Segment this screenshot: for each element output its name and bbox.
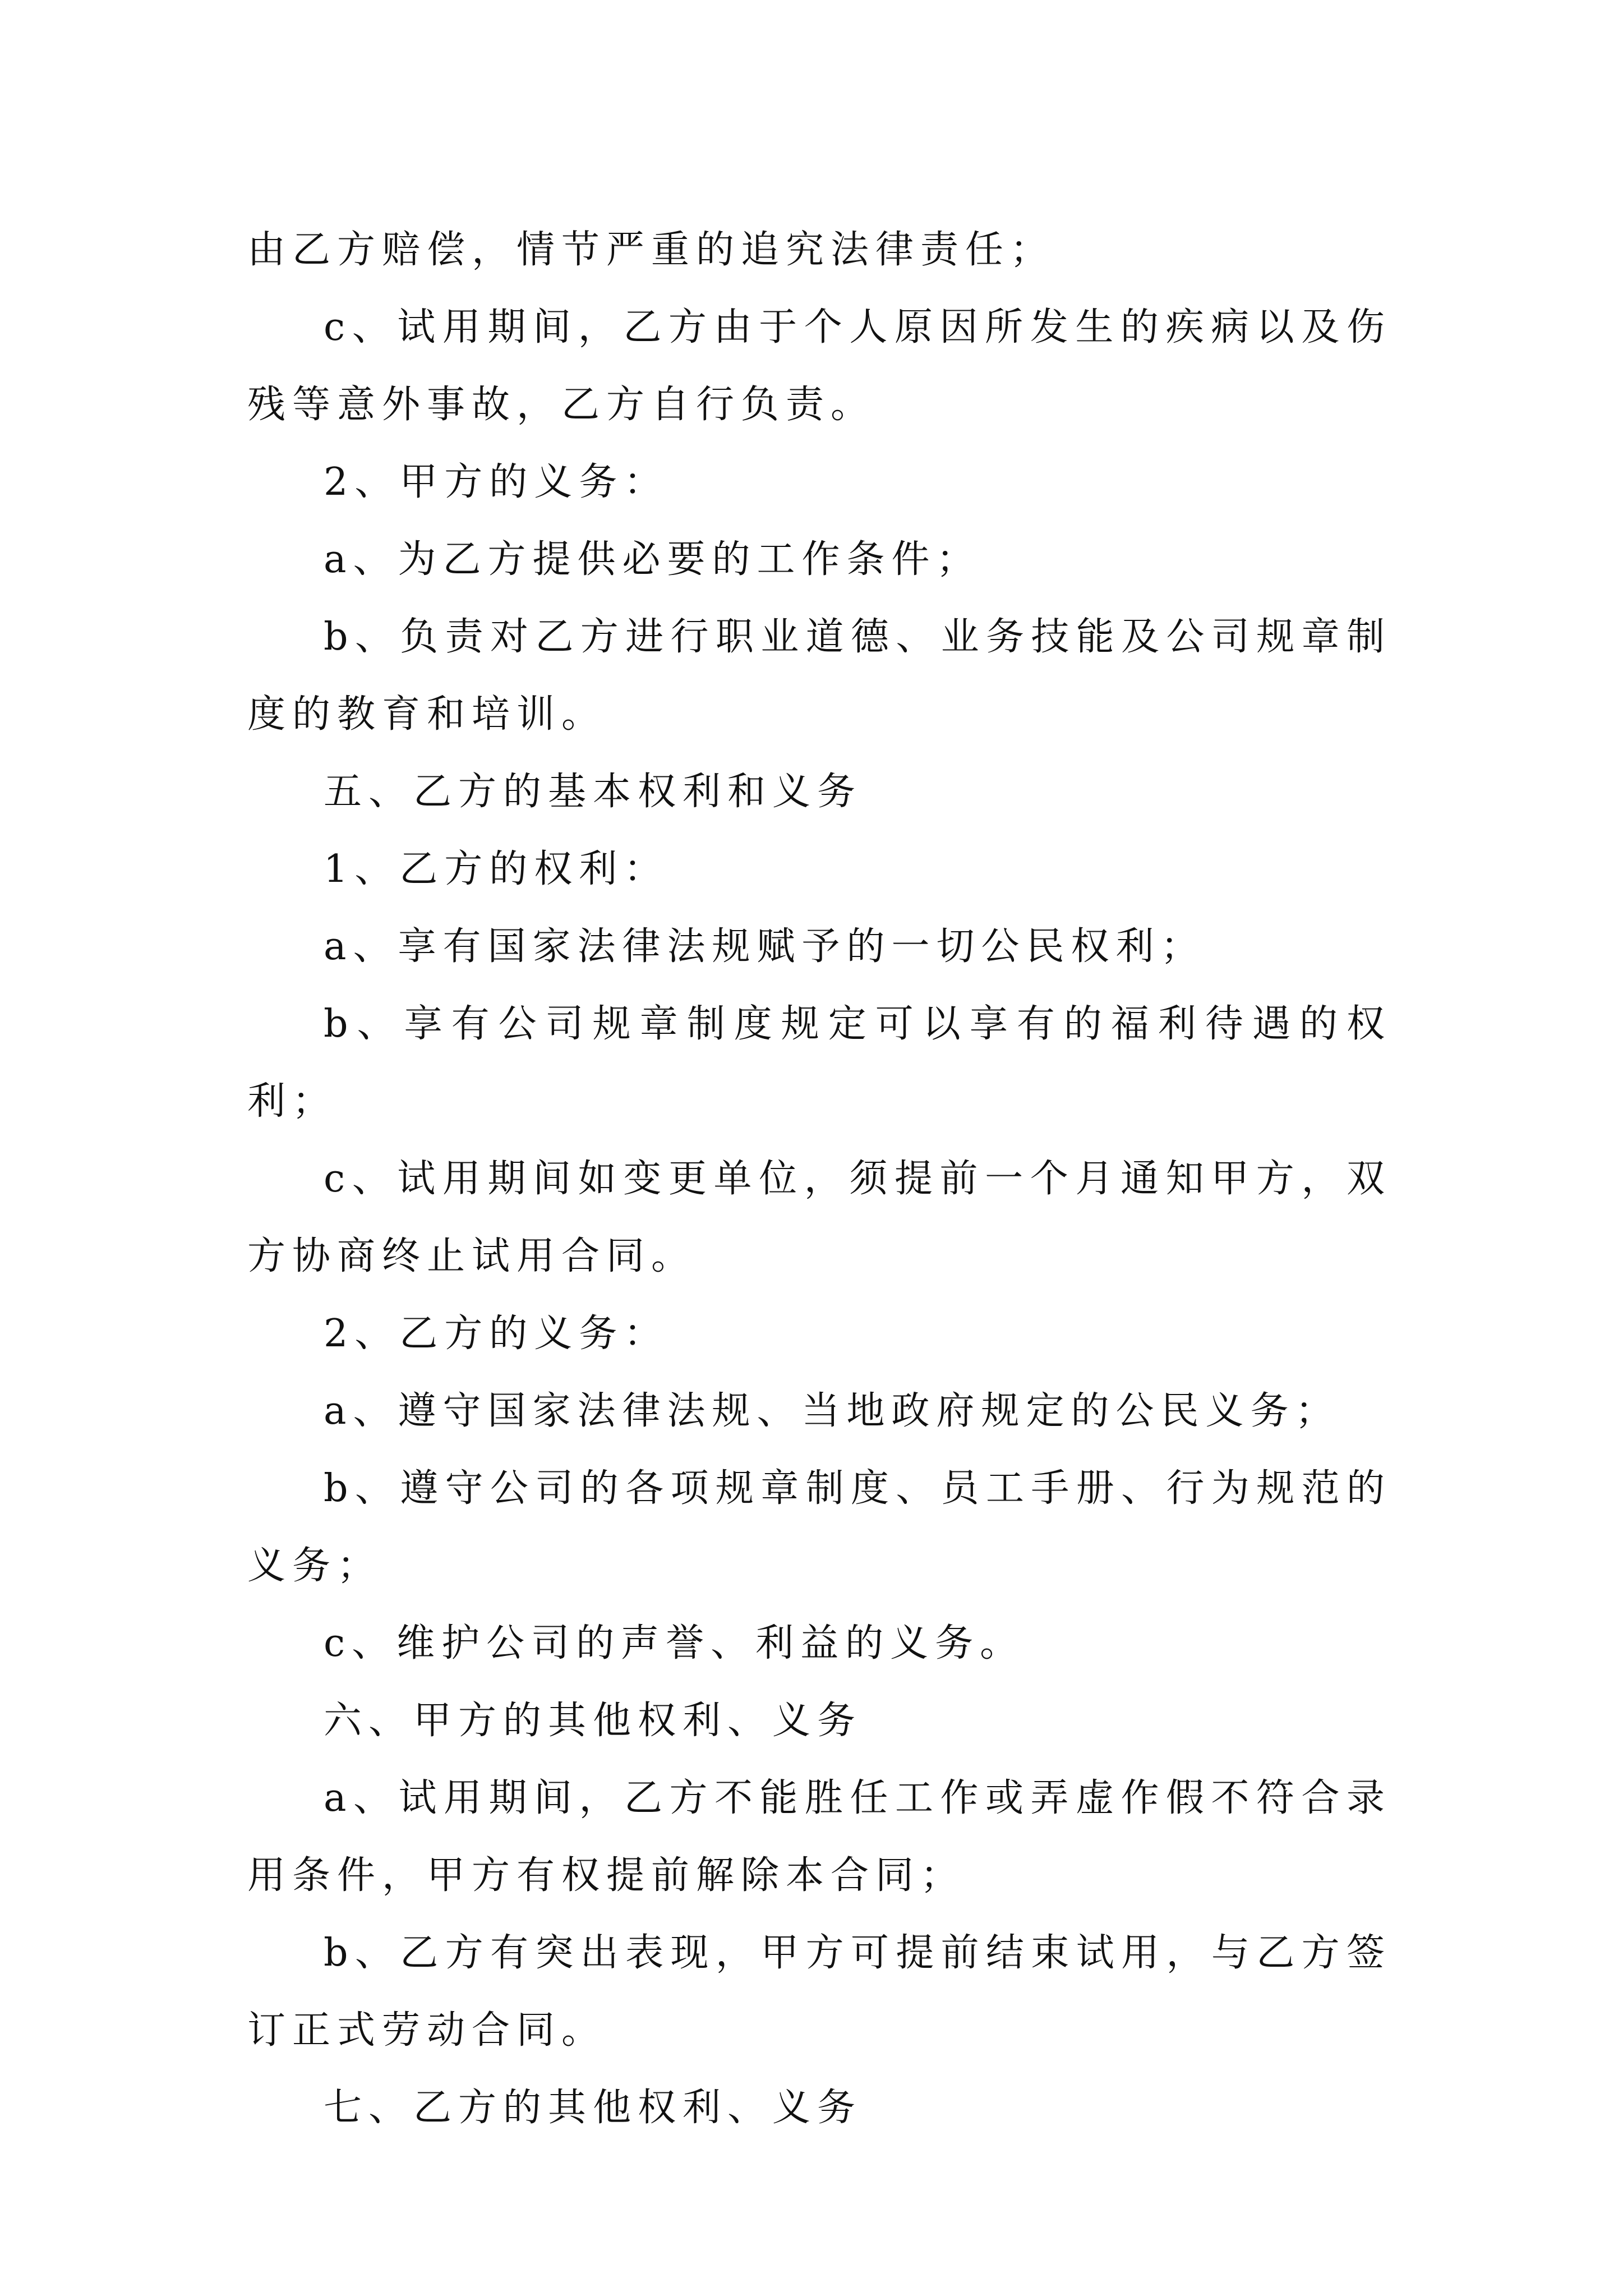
paragraph: b、负责对乙方进行职业道德、业务技能及公司规章制度的教育和培训。 (247, 615, 1391, 737)
paragraph: b、遵守公司的各项规章制度、员工手册、行为规范的义务； (247, 1466, 1391, 1588)
paragraph: a、享有国家法律法规赋予的一切公民权利； (324, 924, 1206, 969)
paragraph: b、享有公司规章制度规定可以享有的福利待遇的权利； (247, 1002, 1391, 1124)
document-body (247, 211, 1391, 2147)
paragraph: a、试用期间，乙方不能胜任工作或弄虚作假不符合录用条件，甲方有权提前解除本合同； (247, 1776, 1391, 1898)
section-subheading: 2、甲方的义务： (324, 460, 669, 504)
paragraph: c、维护公司的声誉、利益的义务。 (324, 1621, 1025, 1665)
section-heading: 六、甲方的其他权利、义务 (324, 1699, 863, 1743)
section-subheading: 2、乙方的义务： (324, 1312, 669, 1356)
section-heading: 五、乙方的基本权利和义务 (324, 770, 863, 814)
paragraph: c、试用期间如变更单位，须提前一个月通知甲方，双方协商终止试用合同。 (247, 1157, 1391, 1278)
paragraph: a、遵守国家法律法规、当地政府规定的公民义务； (324, 1389, 1340, 1433)
section-subheading: 1、乙方的权利： (324, 847, 669, 891)
section-heading: 七、乙方的其他权利、义务 (324, 2086, 863, 2130)
paragraph: a、为乙方提供必要的工作条件； (324, 537, 981, 582)
paragraph: 由乙方赔偿，情节严重的追究法律责任； (247, 228, 1055, 272)
paragraph: b、乙方有突出表现，甲方可提前结束试用，与乙方签订正式劳动合同。 (247, 1931, 1391, 2053)
paragraph: c、试用期间，乙方由于个人原因所发生的疾病以及伤残等意外事故，乙方自行负责。 (247, 305, 1391, 427)
